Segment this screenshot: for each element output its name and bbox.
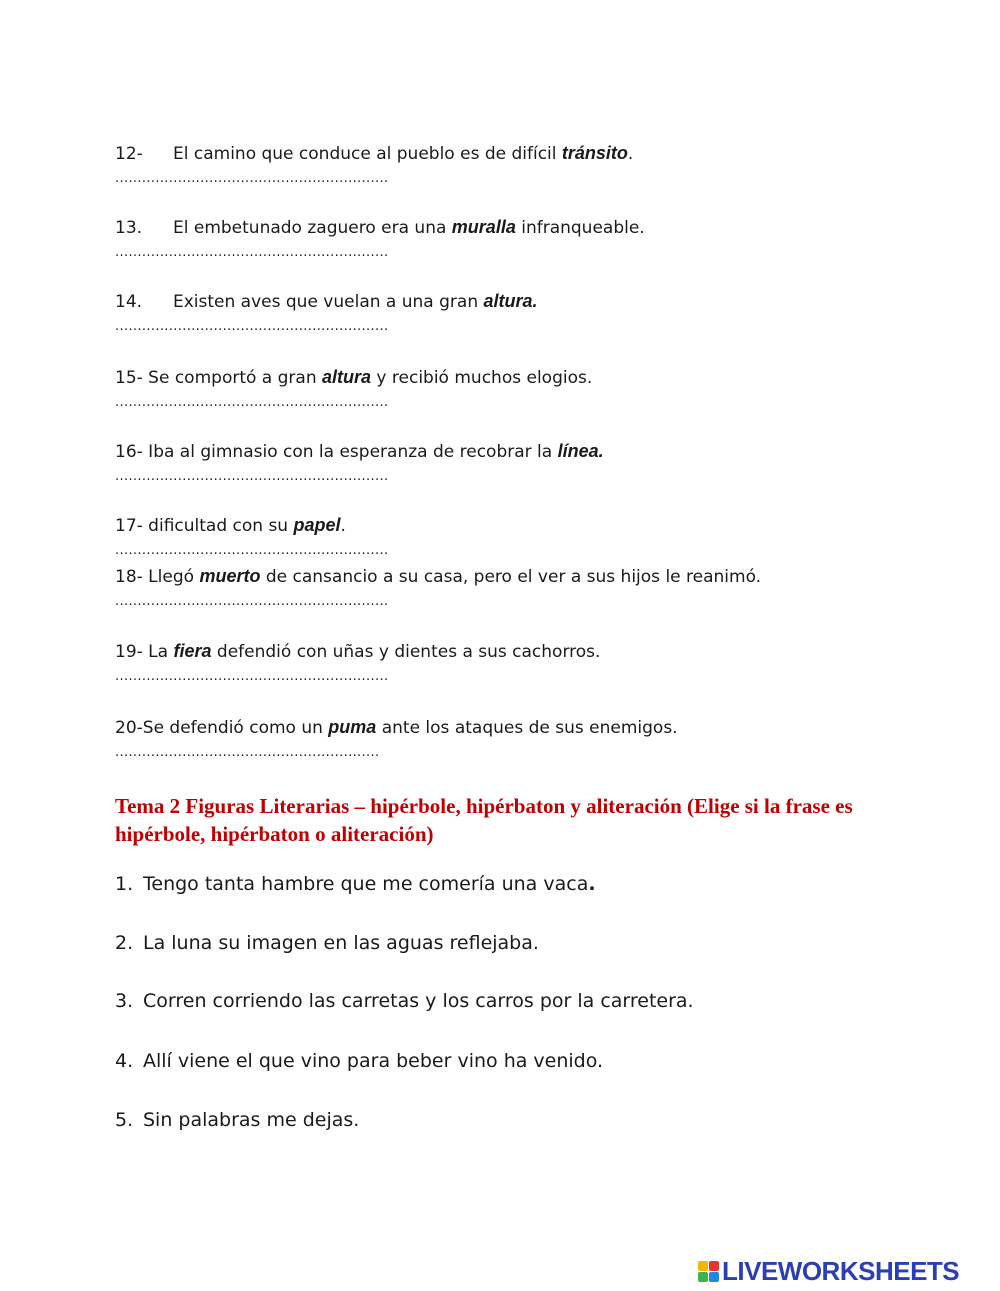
exercise-15 — [115, 367, 875, 388]
list-text: Sin palabras me dejas. — [143, 1109, 360, 1131]
list-text: La luna su imagen en las aguas reflejaba. — [143, 932, 539, 954]
list-number: 4. — [115, 1050, 134, 1072]
exercise-keyword: altura. — [483, 291, 538, 311]
answer-line[interactable]: ........................................................... — [115, 745, 380, 760]
logo-icon — [698, 1261, 719, 1282]
answer-line[interactable]: ............................................................. — [115, 245, 389, 260]
exercise-12 — [115, 143, 875, 164]
exercise-keyword: fiera — [173, 641, 212, 661]
list-item-2 — [115, 932, 539, 954]
exercise-14 — [115, 291, 875, 312]
answer-line[interactable]: ............................................................. — [115, 395, 389, 410]
exercise-text: Iba al gimnasio con la esperanza de recobrar la — [142, 442, 558, 462]
exercise-number: 19- — [115, 642, 143, 662]
exercise-text: Se defendió como un — [142, 718, 329, 738]
exercise-keyword: papel — [293, 515, 341, 535]
exercise-number: 16- — [115, 442, 143, 462]
exercise-text: Existen aves que vuelan a una gran — [173, 292, 484, 312]
exercise-text: Se comportó a gran — [142, 368, 322, 388]
exercise-number: 12- — [115, 144, 143, 164]
exercise-text-end: defendió con uñas y dientes a sus cachorros. — [211, 642, 601, 662]
exercise-text: dificultad con su — [142, 516, 294, 536]
exercise-13 — [115, 217, 875, 238]
list-item-4 — [115, 1050, 603, 1072]
list-text-end: . — [588, 873, 596, 895]
section-title: Tema 2 Figuras Literarias – hipérbole, hipérbaton y aliteración (Elige si la frase es hipérbole, hipérbaton o aliteración) — [115, 794, 853, 846]
exercise-18 — [115, 566, 875, 587]
exercise-text-end: infranqueable. — [515, 218, 645, 238]
exercise-text: El embetunado zaguero era una — [173, 218, 452, 238]
answer-line[interactable]: ............................................................. — [115, 469, 389, 484]
exercise-text-end: . — [340, 516, 346, 536]
exercise-16 — [115, 441, 875, 462]
exercise-20 — [115, 717, 875, 738]
exercise-number: 15- — [115, 368, 143, 388]
exercise-number: 14. — [115, 292, 143, 312]
liveworksheets-logo — [698, 1256, 959, 1286]
exercise-number: 20- — [115, 718, 143, 738]
list-number: 1. — [115, 873, 134, 895]
exercise-keyword: muralla — [451, 217, 516, 237]
exercise-keyword: puma — [328, 717, 377, 737]
answer-line[interactable]: ............................................................. — [115, 543, 389, 558]
list-item-5 — [115, 1109, 359, 1131]
exercise-17 — [115, 515, 875, 536]
answer-line[interactable]: ............................................................. — [115, 669, 389, 684]
logo-square-l — [698, 1261, 708, 1271]
exercise-text-end: . — [627, 144, 634, 164]
exercise-keyword: línea. — [557, 441, 604, 461]
exercise-text: Llegó — [142, 567, 200, 587]
exercise-text-end: de cansancio a su casa, pero el ver a sus hijos le reanimó. — [260, 567, 762, 587]
logo-square-i — [709, 1261, 719, 1271]
list-text: Tengo tanta hambre que me comería una vaca — [143, 873, 589, 895]
answer-line[interactable]: ............................................................. — [115, 594, 389, 609]
exercise-text: La — [142, 642, 174, 662]
list-item-3 — [115, 990, 694, 1012]
logo-square-e — [709, 1272, 719, 1282]
answer-line[interactable]: ............................................................. — [115, 319, 389, 334]
list-number: 2. — [115, 932, 134, 954]
list-item-1 — [115, 873, 596, 895]
logo-square-v — [698, 1272, 708, 1282]
list-text: Allí viene el que vino para beber vino ha venido. — [143, 1050, 604, 1072]
exercise-number: 18- — [115, 567, 143, 587]
exercise-19 — [115, 641, 875, 662]
list-text: Corren corriendo las carretas y los carros por la carretera. — [143, 990, 694, 1012]
exercise-keyword: muerto — [199, 566, 261, 586]
exercise-text-end: y recibió muchos elogios. — [371, 368, 593, 388]
exercise-text: El camino que conduce al pueblo es de difícil — [173, 144, 562, 164]
exercise-text-end: ante los ataques de sus enemigos. — [376, 718, 678, 738]
exercise-keyword: tránsito — [561, 143, 628, 163]
list-number: 3. — [115, 990, 134, 1012]
answer-line[interactable]: ............................................................. — [115, 171, 389, 186]
list-number: 5. — [115, 1109, 134, 1131]
logo-text: LIVEWORKSHEETS — [722, 1255, 960, 1286]
exercise-keyword: altura — [322, 367, 372, 387]
exercise-number: 13. — [115, 218, 143, 238]
exercise-number: 17- — [115, 516, 143, 536]
